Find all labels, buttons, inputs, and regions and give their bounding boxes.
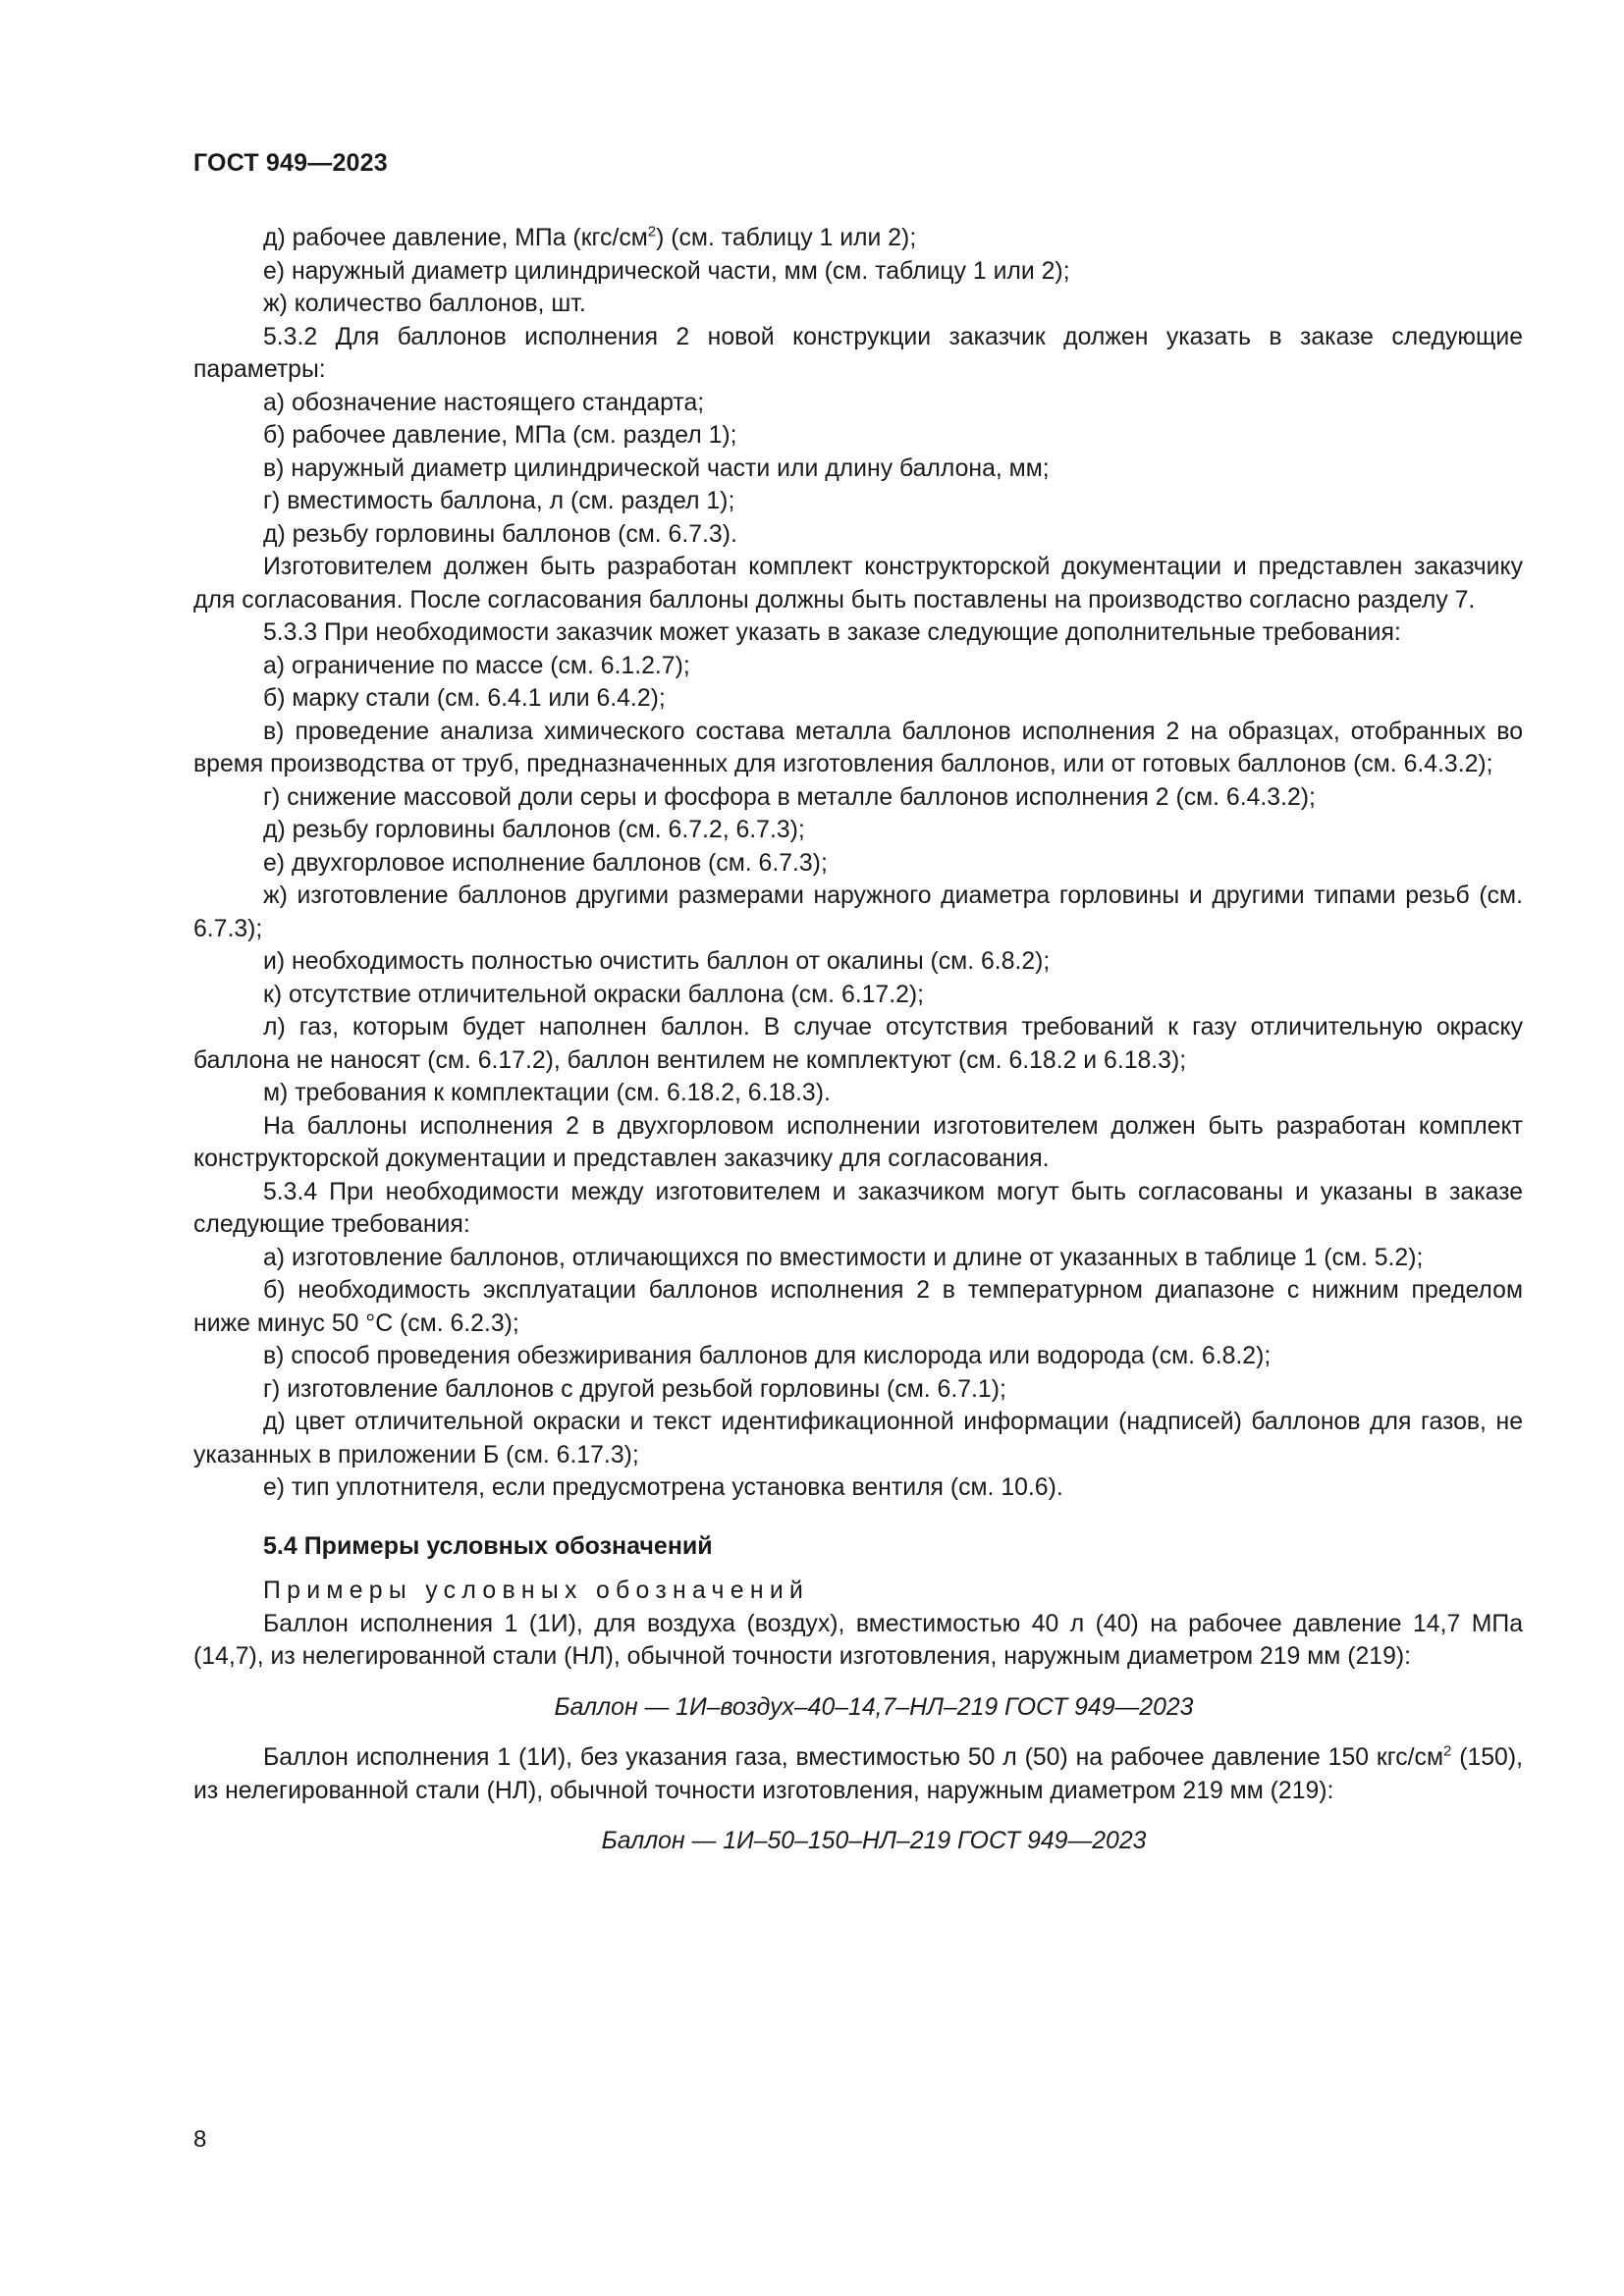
paragraph: На баллоны исполнения 2 в двухгорловом исполнении изготовителем должен быть разработан комплект конструкторской документации и представлен заказчику для согласования. [193,1112,1523,1172]
section-heading-5-4: 5.4 Примеры условных обозначений [263,1531,713,1560]
list-item: д) рабочее давление, МПа $(кгс/см^2)$ (см. таблицу 1 или 2); [263,223,917,251]
paragraph-5-3-2: 5.3.2 Для баллонов исполнения 2 новой конструкции заказчик должен указать в заказе следующие параметры: [193,323,1523,383]
example-designation: Баллон — 1И–воздух–40–14,7–НЛ–219 ГОСТ 949—2023 [554,1693,1194,1721]
document-header: ГОСТ 949—2023 [193,149,388,177]
example-description: Баллон исполнения 1 (1И), для воздуха (воздух), вместимостью 40 л (40) на рабочее давление 14,7 МПа (14,7), из нелегированной стали (НЛ), обычной точности изготовления, наружным диаметром 219 мм (219): [193,1610,1523,1670]
list-item: д) резьбу горловины баллонов (см. 6.7.2, 6.7.3); [263,817,805,843]
examples-label: Примеры условных обозначений [263,1577,810,1604]
list-item: а) изготовление баллонов, отличающихся по вместимости и длине от указанных в таблице 1 (см. 5.2); [263,1244,1424,1271]
list-item: л) газ, которым будет наполнен баллон. В случае отсутствия требований к газу отличительную окраску баллона не наносят (см. 6.17.2), баллон вентилем не комплектуют (см. 6.18.2 и 6.18.3); [193,1014,1523,1074]
list-item: д) резьбу горловины баллонов (см. 6.7.3). [263,520,737,548]
list-item: г) изготовление баллонов с другой резьбой горловины (см. 6.7.1); [263,1375,1006,1403]
paragraph-5-3-3: 5.3.3 При необходимости заказчик может указать в заказе следующие дополнительные требования: [263,619,1401,646]
list-item: ж) количество баллонов, шт. [263,291,586,317]
example-description: Баллон исполнения 1 (1И), без указания газа, вместимостью 50 л (50) на рабочее давление 150 кгс/$см^2$ (150), из нелегированной стали (НЛ), обычной точности изготовления, наружным диаметром 219 мм (219): [193,1742,1523,1804]
page-number: 8 [193,2126,207,2153]
paragraph-5-3-4: 5.3.4 При необходимости между изготовителем и заказчиком могут быть согласованы и указаны в заказе следующие требования: [193,1178,1523,1238]
list-item: в) наружный диаметр цилиндрической части или длину баллона, мм; [263,454,1050,482]
paragraph: Изготовителем должен быть разработан комплект конструкторской документации и представлен заказчику для согласования. После согласования баллоны должны быть поставлены на производство согласно разделу 7. [193,554,1523,614]
list-item: б) необходимость эксплуатации баллонов исполнения 2 в температурном диапазоне с нижним пределом ниже минус 50 °С (см. 6.2.3); [193,1277,1523,1337]
list-item: г) вместимость баллона, л (см. раздел 1); [263,488,735,514]
list-item: м) требования к комплектации (см. 6.18.2, 6.18.3). [263,1080,831,1106]
list-item: в) способ проведения обезжиривания баллонов для кислорода или водорода (см. 6.8.2); [263,1343,1272,1369]
list-item: г) снижение массовой доли серы и фосфора в металле баллонов исполнения 2 (см. 6.4.3.2); [263,783,1316,811]
list-item: е) тип уплотнителя, если предусмотрена установка вентиля (см. 10.6). [263,1474,1063,1501]
document-body [193,222,1523,1876]
list-item: б) рабочее давление, МПа (см. раздел 1); [263,422,737,449]
list-item: к) отсутствие отличительной окраски баллона (см. 6.17.2); [263,981,925,1008]
list-item: в) проведение анализа химического состава металла баллонов исполнения 2 на образцах, отобранных во время производства от труб, предназначенных для изготовления баллонов, или от готовых баллонов (см. 6.4.3.2); [193,718,1523,777]
list-item: е) двухгорловое исполнение баллонов (см. 6.7.3); [263,849,828,877]
example-designation: Баллон — 1И–50–150–НЛ–219 ГОСТ 949—2023 [601,1828,1147,1854]
list-item: д) цвет отличительной окраски и текст идентификационной информации (надписей) баллонов для газов, не указанных в приложении Б (см. 6.17.3); [193,1409,1523,1468]
list-item: б) марку стали (см. 6.4.1 или 6.4.2); [263,685,666,712]
list-item: ж) изготовление баллонов другими размерами наружного диаметра горловины и другими типами резьб (см. 6.7.3); [193,882,1523,942]
list-item: а) ограничение по массе (см. 6.1.2.7); [263,652,690,679]
list-item: е) наружный диаметр цилиндрической части, мм (см. таблицу 1 или 2); [263,257,1070,285]
list-item: и) необходимость полностью очистить баллон от окалины (см. 6.8.2); [263,948,1051,975]
list-item: а) обозначение настоящего стандарта; [263,389,705,416]
